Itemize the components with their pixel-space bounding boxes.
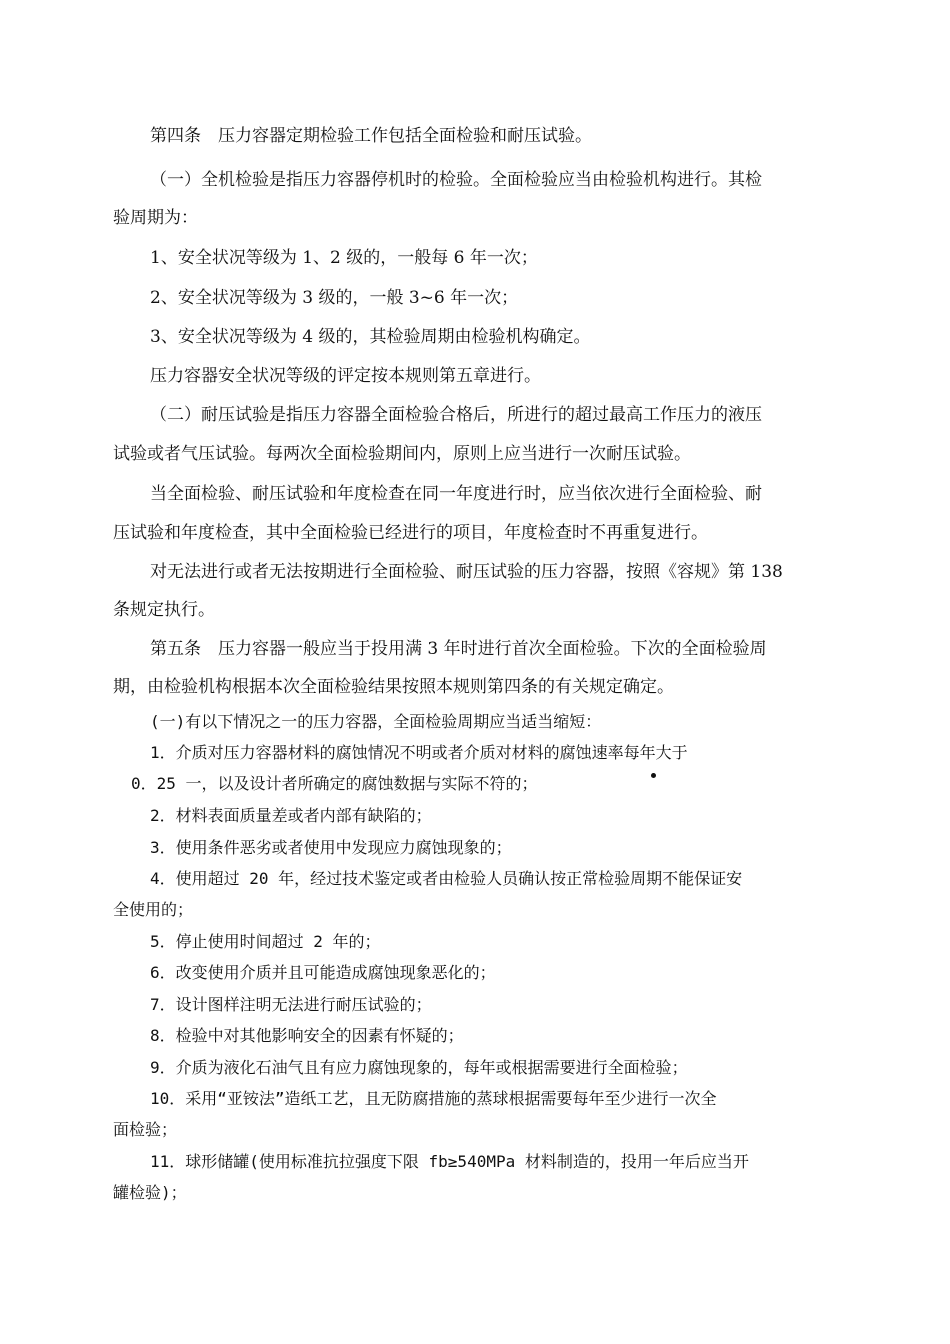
cycle-item-2: 2、安全状况等级为 3 级的，一般 3~6 年一次； [150,288,519,308]
shorten-item-11-line-1: 11．球形储罐(使用标准抗拉强度下限 fb≥540MPa 材料制造的，投用一年后应当开 [150,1152,749,1171]
shorten-item-5: 5．停止使用时间超过 2 年的； [150,932,381,951]
bullet-dot [651,773,656,778]
shorten-item-7: 7．设计图样注明无法进行耐压试验的； [150,995,432,1014]
article-4-heading: 第四条 压力容器定期检验工作包括全面检验和耐压试验。 [150,126,592,146]
shorten-item-1-line-2: 0．25 一，以及设计者所确定的腐蚀数据与实际不符的； [131,774,538,793]
shorten-item-4-line-2: 全使用的； [113,900,194,919]
cycle-item-1: 1、安全状况等级为 1、2 级的，一般每 6 年一次； [150,248,538,268]
shorten-item-4-line-1: 4．使用超过 20 年，经过技术鉴定或者由检验人员确认按正常检验周期不能保证安 [150,869,743,888]
shorten-item-8: 8．检验中对其他影响安全的因素有怀疑的； [150,1026,464,1045]
clause-1-line-1: （一）全机检验是指压力容器停机时的检验。全面检验应当由检验机构进行。其检 [150,170,762,190]
annual-check-line-1: 当全面检验、耐压试验和年度检查在同一年度进行时，应当依次进行全面检验、耐 [150,484,762,504]
rating-note: 压力容器安全状况等级的评定按本规则第五章进行。 [150,366,541,386]
shorten-item-3: 3．使用条件恶劣或者使用中发现应力腐蚀现象的； [150,838,512,857]
regulation-line-2: 条规定执行。 [113,600,215,620]
shorten-item-1-line-1: 1．介质对压力容器材料的腐蚀情况不明或者介质对材料的腐蚀速率每年大于 [150,743,688,762]
clause-2-line-2: 试验或者气压试验。每两次全面检验期间内，原则上应当进行一次耐压试验。 [113,444,691,464]
shorten-item-9: 9．介质为液化石油气且有应力腐蚀现象的，每年或根据需要进行全面检验； [150,1058,688,1077]
clause-2-line-1: （二）耐压试验是指压力容器全面检验合格后，所进行的超过最高工作压力的液压 [150,405,762,425]
shorten-item-10-line-1: 10．采用“亚铵法”造纸工艺，且无防腐措施的蒸球根据需要每年至少进行一次全 [150,1089,717,1108]
clause-1-line-2: 验周期为： [113,208,198,228]
article-5-line-1: 第五条 压力容器一般应当于投用满 3 年时进行首次全面检验。下次的全面检验周 [150,639,767,659]
article-5-line-2: 期，由检验机构根据本次全面检验结果按照本规则第四条的有关规定确定。 [113,677,674,697]
shorten-item-10-line-2: 面检验； [113,1120,178,1139]
cycle-item-3: 3、安全状况等级为 4 级的，其检验周期由检验机构确定。 [150,327,591,347]
shorten-item-11-line-2: 罐检验)； [113,1183,187,1202]
regulation-line-1: 对无法进行或者无法按期进行全面检验、耐压试验的压力容器，按照《容规》第 138 [150,562,783,582]
shorten-item-2: 2．材料表面质量差或者内部有缺陷的； [150,806,432,825]
shorten-item-6: 6．改变使用介质并且可能造成腐蚀现象恶化的； [150,963,496,982]
annual-check-line-2: 压试验和年度检查，其中全面检验已经进行的项目，年度检查时不再重复进行。 [113,523,708,543]
shorten-cycle-heading: (一)有以下情况之一的压力容器，全面检验周期应当适当缩短： [150,712,602,731]
